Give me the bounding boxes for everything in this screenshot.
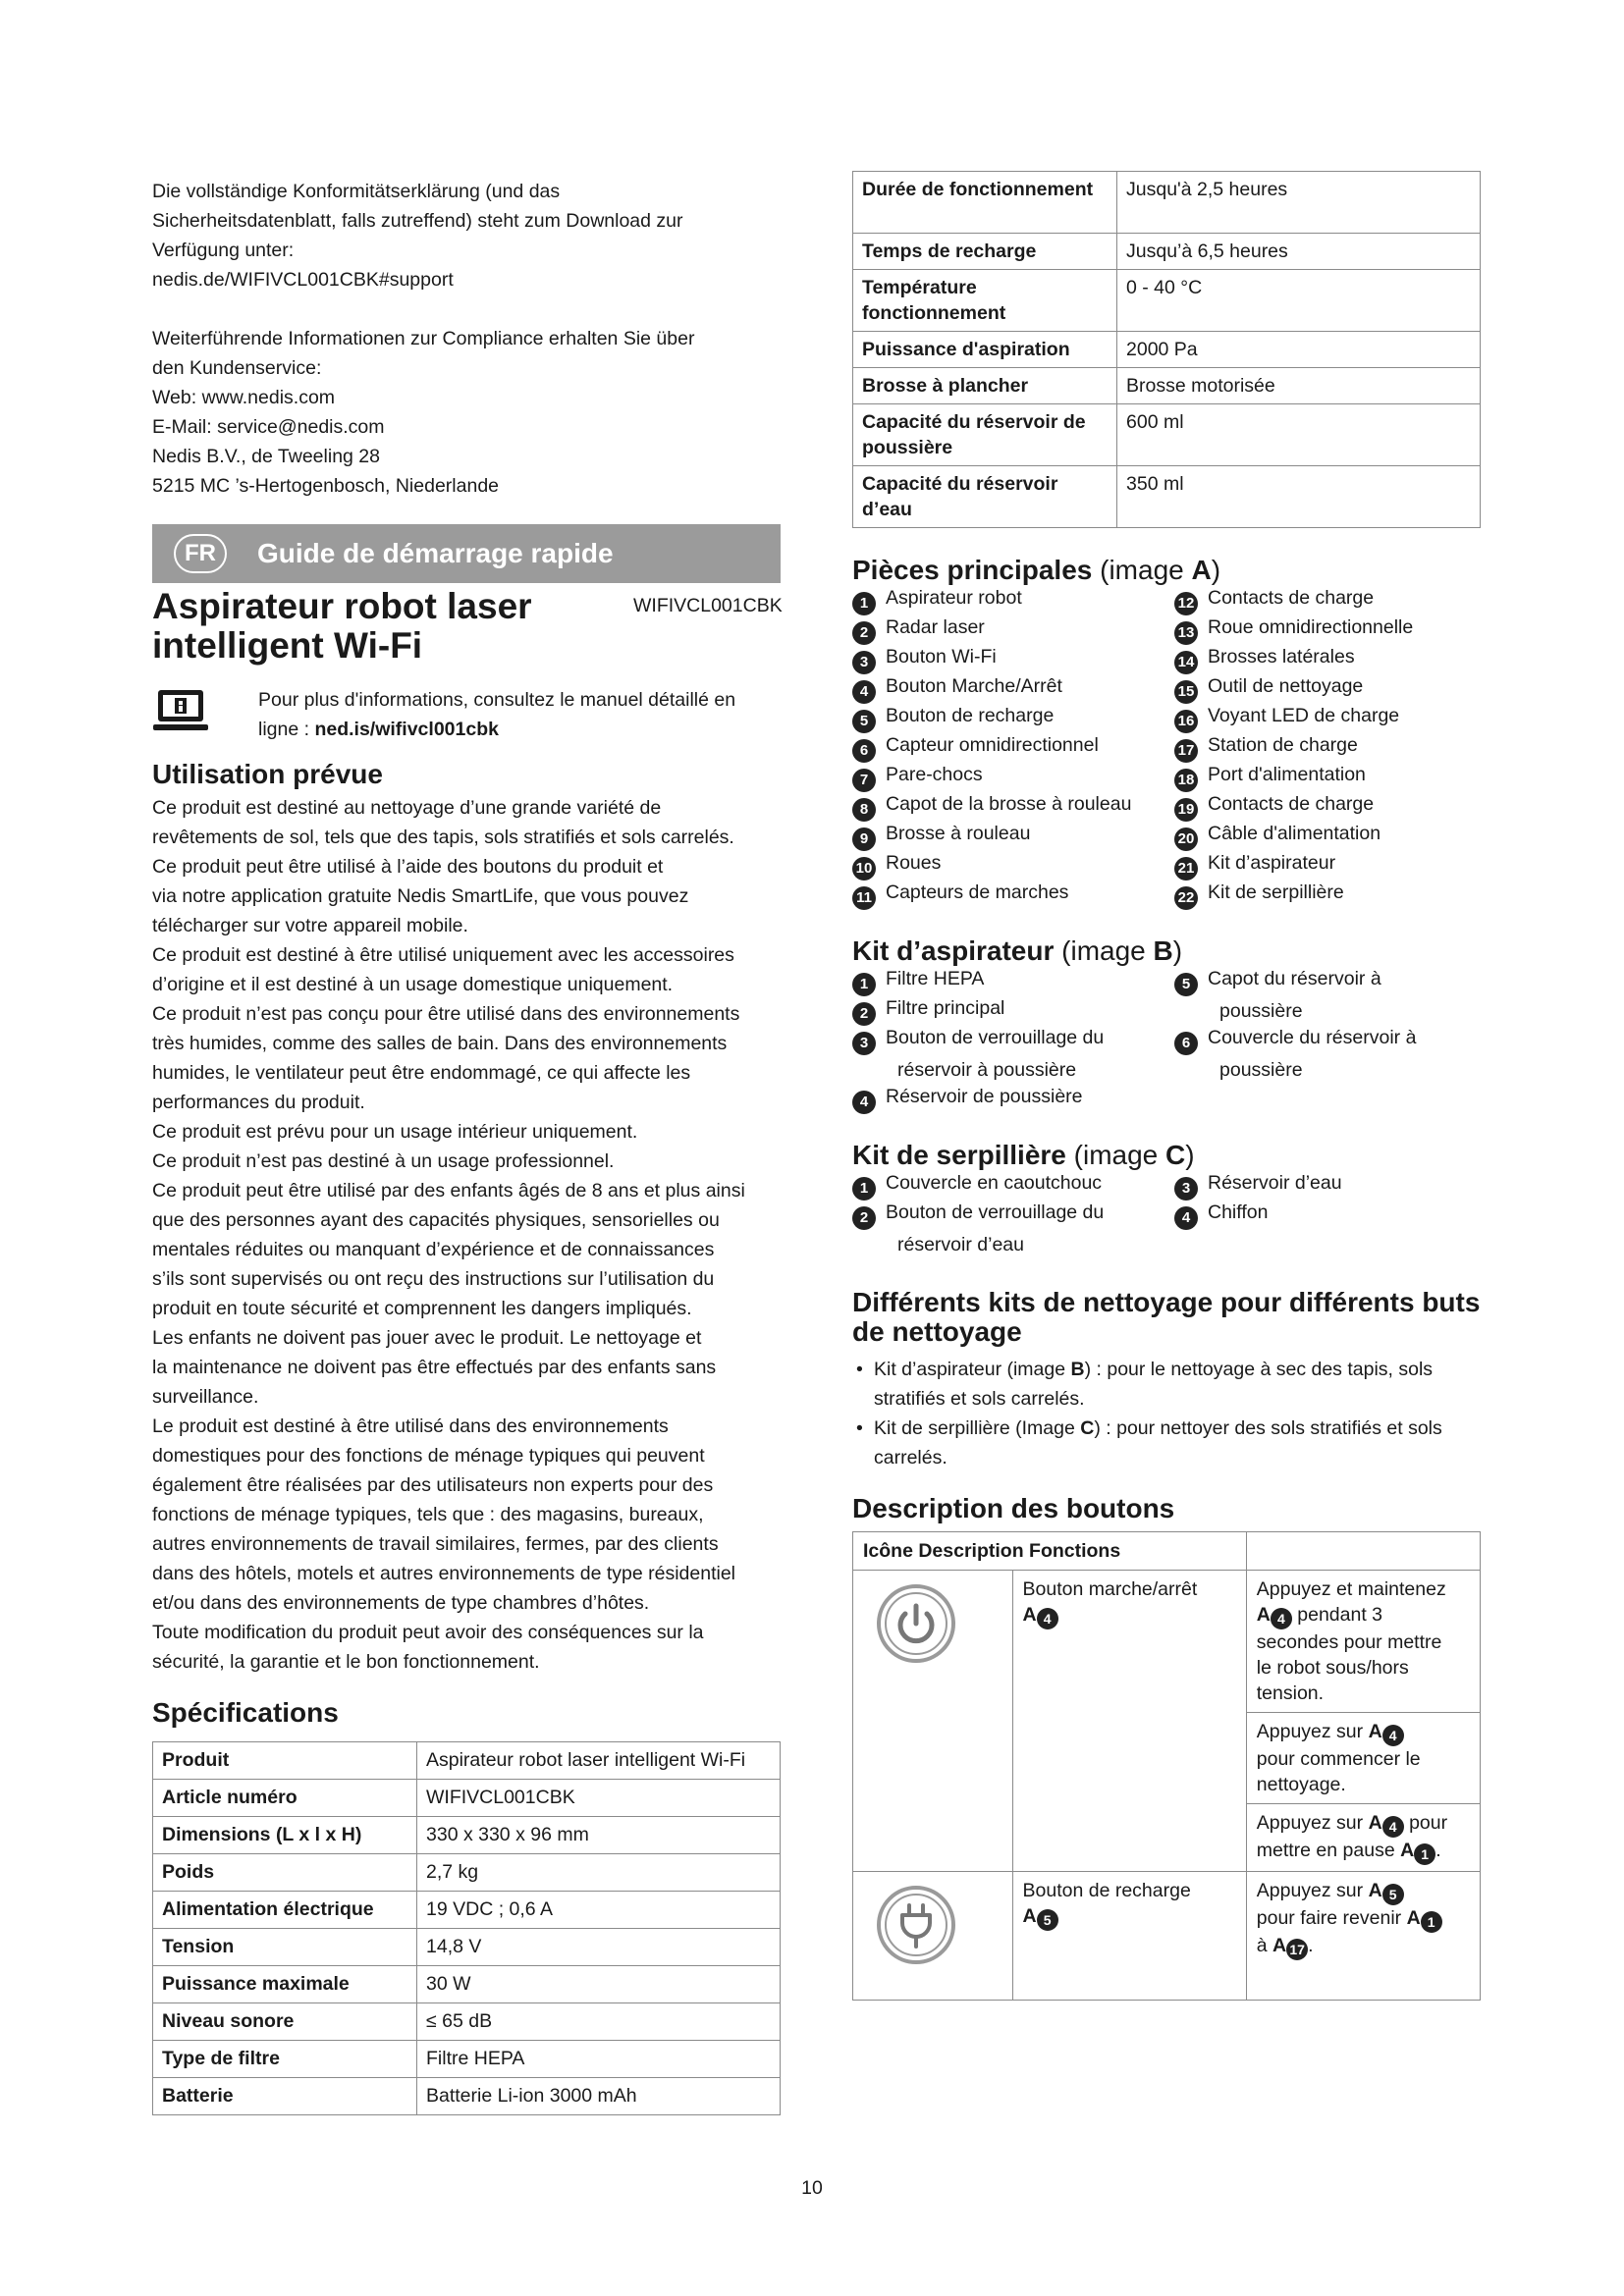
spec-row (153, 2041, 781, 2078)
spec-label: Tension (153, 1929, 417, 1966)
item-number: 3 (1174, 1177, 1198, 1201)
manual-link[interactable]: ned.is/wifivcl001cbk (314, 719, 499, 740)
item-number: 5 (852, 710, 876, 733)
item-number: 22 (1174, 886, 1198, 910)
item-number: 7 (852, 769, 876, 792)
item-number: 19 (1174, 798, 1198, 822)
spec-row (853, 368, 1481, 404)
item-number: 4 (1174, 1206, 1198, 1230)
item-number: 3 (852, 651, 876, 674)
spec-row (153, 1742, 781, 1780)
item-number: 9 (852, 828, 876, 851)
compliance-block (152, 177, 781, 501)
list-item (852, 701, 1054, 733)
power-desc-cell (1012, 1571, 1246, 1872)
compliance-line: Verfügung unter: (152, 240, 295, 261)
item-number: 10 (852, 857, 876, 881)
ref-number: 1 (1421, 1911, 1442, 1933)
spec-value: 0 - 40 °C (1117, 270, 1481, 332)
bullet-text: stratifiés et sols carrelés. (874, 1388, 1085, 1410)
spec-row (153, 1892, 781, 1929)
spec-row (853, 466, 1481, 528)
ref-number: 1 (1414, 1843, 1435, 1865)
list-item (852, 848, 941, 881)
buttons-table-header: Icône Description Fonctions (853, 1532, 1247, 1571)
bullet-text: ) : pour nettoyer des sols stratifiés et sols (1094, 1417, 1442, 1439)
list-item (1174, 878, 1344, 910)
usage-line: fonctions de ménage typiques, tels que : des magasins, bureaux, (152, 1504, 704, 1525)
compliance-link[interactable]: nedis.de/WIFIVCL001CBK#support (152, 269, 454, 291)
bullet-vacuum-kit (852, 1355, 1500, 1414)
spec-label: Article numéro (153, 1780, 417, 1817)
list-item (852, 613, 985, 645)
heading-close: ) (1211, 555, 1221, 585)
usage-line: autres environnements de travail similaires, fermes, par des clients (152, 1533, 719, 1555)
item-label: Port d'alimentation (1208, 764, 1366, 785)
usage-heading: Utilisation prévue (152, 759, 383, 789)
heading-text: Kit de serpillière (852, 1140, 1066, 1170)
usage-line: Ce produit est prévu pour un usage intérieur uniquement. (152, 1121, 638, 1143)
function-text: tension. (1256, 1682, 1325, 1704)
item-number: 11 (852, 886, 876, 910)
ref-number: 4 (1037, 1608, 1058, 1629)
spec-row (853, 172, 1481, 234)
main-parts-heading (852, 554, 1500, 587)
item-label: Bouton de verrouillage du (886, 1201, 1105, 1223)
compliance-web[interactable]: Web: www.nedis.com (152, 387, 336, 408)
ref-letter: A (1368, 1721, 1382, 1742)
list-item (1174, 1023, 1416, 1085)
usage-line: Ce produit est destiné à être utilisé uniquement avec les accessoires (152, 944, 734, 966)
list-item (852, 993, 1004, 1026)
list-item (1174, 1198, 1268, 1230)
usage-line: très humides, comme des salles de bain. Dans des environnements (152, 1033, 728, 1054)
usage-line: mentales réduites ou manquant d’expérience et de connaissances (152, 1239, 715, 1260)
banner-title: Guide de démarrage rapide (257, 538, 614, 568)
spec-label: Alimentation électrique (153, 1892, 417, 1929)
spec-label: Temps de recharge (853, 234, 1117, 270)
buttons-table (852, 1531, 1481, 2001)
ref-letter: A (1272, 1935, 1287, 1956)
heading-suffix: (image (1100, 555, 1192, 585)
item-label: Filtre principal (886, 997, 1005, 1019)
power-icon (875, 1582, 957, 1665)
heading-letter: C (1165, 1140, 1186, 1170)
specs-table-continued (852, 171, 1481, 528)
spec-value: 600 ml (1117, 404, 1481, 466)
more-info (258, 685, 788, 744)
item-label: Aspirateur robot (886, 587, 1022, 609)
vacuum-kit-heading (852, 934, 1500, 968)
item-label: Roue omnidirectionnelle (1208, 616, 1414, 638)
item-label: Capteurs de marches (886, 881, 1069, 903)
function-text: Appuyez et maintenez (1256, 1578, 1446, 1600)
usage-section (152, 758, 790, 1677)
usage-line: également être réalisées par des utilisateurs non experts pour des (152, 1474, 714, 1496)
item-label: Bouton de recharge (886, 705, 1055, 726)
usage-text (152, 793, 790, 1677)
spec-row (153, 1817, 781, 1854)
spec-row (853, 404, 1481, 466)
usage-line: sécurité, la garantie et le bon fonctionnement. (152, 1651, 540, 1673)
power-function-1 (1246, 1571, 1480, 1713)
item-label: Couvercle en caoutchouc (886, 1172, 1103, 1194)
function-text: Appuyez sur (1256, 1812, 1369, 1834)
mop-kit-section (852, 1139, 1500, 1172)
usage-line: revêtements de sol, tels que des tapis, sols stratifiés et sols carrelés. (152, 827, 734, 848)
specs-section (152, 1696, 781, 2115)
list-item (852, 819, 1030, 851)
item-label-line2: réservoir à poussière (897, 1059, 1077, 1081)
spec-label: Batterie (153, 2078, 417, 2115)
list-item (1174, 1168, 1342, 1201)
spec-value: 14,8 V (417, 1929, 781, 1966)
language-banner (152, 524, 781, 583)
list-item (1174, 613, 1413, 645)
item-label: Brosses latérales (1208, 646, 1355, 667)
spec-value: Filtre HEPA (417, 2041, 781, 2078)
list-item (852, 1082, 1083, 1114)
usage-line: télécharger sur votre appareil mobile. (152, 915, 468, 936)
item-label: Kit de serpillière (1208, 881, 1344, 903)
list-item (1174, 671, 1363, 704)
spec-row (153, 2078, 781, 2115)
ref-number: 5 (1382, 1884, 1404, 1905)
usage-line: domestiques pour des fonctions de ménage typiques qui peuvent (152, 1445, 705, 1467)
spec-value: Aspirateur robot laser intelligent Wi-Fi (417, 1742, 781, 1780)
function-text: secondes pour mettre (1256, 1631, 1442, 1653)
function-text: Appuyez sur (1256, 1880, 1369, 1901)
spec-row (153, 1780, 781, 1817)
item-label-line2: poussière (1219, 1059, 1303, 1081)
heading-close: ) (1172, 935, 1183, 966)
function-text: pour faire revenir (1256, 1907, 1407, 1929)
bullet-letter: B (1070, 1359, 1085, 1380)
list-item (1174, 760, 1366, 792)
list-item (852, 878, 1068, 910)
usage-line: produit en toute sécurité et comprennent les dangers impliqués. (152, 1298, 692, 1319)
list-item (1174, 789, 1374, 822)
list-item (852, 760, 983, 792)
list-item (1174, 964, 1381, 1026)
spec-label: Puissance d'aspiration (853, 332, 1117, 368)
spec-label: Poids (153, 1854, 417, 1892)
item-number: 20 (1174, 828, 1198, 851)
function-text: pour (1403, 1812, 1448, 1834)
charge-desc: Bouton de recharge (1022, 1880, 1191, 1901)
item-label: Capot de la brosse à rouleau (886, 793, 1132, 815)
usage-line: s’ils sont supervisés ou ont reçu des instructions sur l’utilisation du (152, 1268, 715, 1290)
vacuum-kit-list (852, 964, 1500, 1111)
usage-line: Les enfants ne doivent pas jouer avec le produit. Le nettoyage et (152, 1327, 702, 1349)
function-text: pendant 3 (1297, 1604, 1383, 1626)
compliance-line: den Kundenservice: (152, 357, 322, 379)
ref-number: 4 (1271, 1608, 1292, 1629)
spec-label: Type de filtre (153, 2041, 417, 2078)
charge-icon-cell (853, 1872, 1013, 2001)
usage-line: Ce produit peut être utilisé par des enfants âgés de 8 ans et plus ainsi (152, 1180, 745, 1201)
item-number: 1 (852, 592, 876, 615)
item-label: Station de charge (1208, 734, 1358, 756)
item-label: Contacts de charge (1208, 793, 1375, 815)
item-number: 13 (1174, 621, 1198, 645)
item-label: Bouton Marche/Arrêt (886, 675, 1062, 697)
ref-letter: A (1022, 1905, 1037, 1927)
language-badge: FR (174, 534, 227, 573)
usage-line: Le produit est destiné à être utilisé dans des environnements (152, 1415, 669, 1437)
spec-value: Jusqu'à 2,5 heures (1117, 172, 1481, 234)
usage-line: surveillance. (152, 1386, 259, 1408)
item-label: Filtre HEPA (886, 968, 985, 989)
item-number: 6 (852, 739, 876, 763)
ref-letter: A (1256, 1604, 1271, 1626)
item-number: 2 (852, 621, 876, 645)
usage-line: Ce produit peut être utilisé à l’aide des boutons du produit et (152, 856, 664, 878)
buttons-heading: Description des boutons (852, 1493, 1175, 1523)
item-label: Outil de nettoyage (1208, 675, 1364, 697)
function-text: nettoyage. (1256, 1774, 1346, 1795)
function-text: mettre en pause (1256, 1840, 1401, 1861)
list-item (852, 789, 1131, 822)
compliance-line: Sicherheitsdatenblatt, falls zutreffend) steht zum Download zur (152, 210, 683, 232)
spec-label: Niveau sonore (153, 2003, 417, 2041)
main-parts-section (852, 554, 1500, 587)
list-item (1174, 819, 1380, 851)
product-title: Aspirateur robot laser intelligent Wi-Fi (152, 586, 532, 666)
item-label: Bouton Wi-Fi (886, 646, 997, 667)
more-info-line: Pour plus d'informations, consultez le manuel détaillé en (258, 689, 736, 711)
heading-close: ) (1185, 1140, 1195, 1170)
usage-line: la maintenance ne doivent pas être effectués par des enfants sans (152, 1357, 717, 1378)
heading-suffix: (image (1061, 935, 1154, 966)
spec-value: 19 VDC ; 0,6 A (417, 1892, 781, 1929)
vacuum-kit-section (852, 934, 1500, 968)
usage-line: humides, le ventilateur peut être endommagé, ce qui affecte les (152, 1062, 691, 1084)
item-number: 3 (852, 1032, 876, 1055)
specs-heading: Spécifications (152, 1697, 339, 1728)
spec-row (853, 234, 1481, 270)
ref-number: 4 (1382, 1725, 1404, 1746)
power-icon-cell (853, 1571, 1013, 1872)
spec-row (153, 2003, 781, 2041)
power-function-2 (1246, 1713, 1480, 1804)
item-label: Voyant LED de charge (1208, 705, 1400, 726)
spec-value: 330 x 330 x 96 mm (417, 1817, 781, 1854)
charge-desc-cell (1012, 1872, 1246, 2001)
item-number: 18 (1174, 769, 1198, 792)
main-parts-list (852, 583, 1500, 917)
list-item (852, 964, 984, 996)
item-label: Réservoir de poussière (886, 1086, 1083, 1107)
item-label: Radar laser (886, 616, 985, 638)
item-number: 12 (1174, 592, 1198, 615)
spec-value: 30 W (417, 1966, 781, 2003)
item-number: 17 (1174, 739, 1198, 763)
spec-row (853, 332, 1481, 368)
usage-line: Ce produit n’est pas destiné à un usage professionnel. (152, 1150, 615, 1172)
item-number: 1 (852, 973, 876, 996)
list-item (852, 1168, 1102, 1201)
function-text: le robot sous/hors (1256, 1657, 1409, 1679)
heading-letter: B (1153, 935, 1173, 966)
spec-value: ≤ 65 dB (417, 2003, 781, 2041)
item-label: Kit d’aspirateur (1208, 852, 1336, 874)
list-item (1174, 642, 1355, 674)
item-label: Capteur omnidirectionnel (886, 734, 1099, 756)
list-item (852, 1023, 1104, 1085)
item-number: 5 (1174, 973, 1198, 996)
list-item (1174, 848, 1335, 881)
spec-row (153, 1929, 781, 1966)
spec-row (853, 270, 1481, 332)
spec-label: Capacité du réservoir d’eau (853, 466, 1117, 528)
spec-value: Jusqu’à 6,5 heures (1117, 234, 1481, 270)
usage-line: performances du produit. (152, 1092, 365, 1113)
item-number: 21 (1174, 857, 1198, 881)
spec-row (153, 1966, 781, 2003)
item-number: 4 (852, 1091, 876, 1114)
item-label: Contacts de charge (1208, 587, 1375, 609)
spec-value: Batterie Li-ion 3000 mAh (417, 2078, 781, 2115)
item-label: Réservoir d’eau (1208, 1172, 1342, 1194)
heading-letter: A (1191, 555, 1212, 585)
list-item (852, 642, 997, 674)
item-number: 16 (1174, 710, 1198, 733)
page-number: 10 (801, 2177, 823, 2199)
bullet-text: carrelés. (874, 1447, 947, 1468)
spec-label: Brosse à plancher (853, 368, 1117, 404)
laptop-icon (152, 687, 209, 734)
item-number: 14 (1174, 651, 1198, 674)
ref-letter: A (1400, 1840, 1415, 1861)
spec-label: Durée de fonctionnement (853, 172, 1117, 234)
item-label: Bouton de verrouillage du (886, 1027, 1105, 1048)
charge-function: Appuyez sur A 5 pour faire revenir A 1 à A 17 . (1246, 1872, 1480, 2001)
spec-label: Dimensions (L x l x H) (153, 1817, 417, 1854)
function-text: pour commencer le (1256, 1748, 1421, 1770)
item-number: 8 (852, 798, 876, 822)
compliance-line: Die vollständige Konformitätserklärung (und das (152, 181, 561, 202)
list-item (852, 583, 1022, 615)
item-number: 6 (1174, 1032, 1198, 1055)
list-item (1174, 583, 1374, 615)
item-number: 4 (852, 680, 876, 704)
spec-value: WIFIVCL001CBK (417, 1780, 781, 1817)
item-label: Capot du réservoir à (1208, 968, 1381, 989)
item-label: Roues (886, 852, 942, 874)
spec-label: Capacité du réservoir de poussière (853, 404, 1117, 466)
heading-suffix: (image (1073, 1140, 1166, 1170)
ref-number: 4 (1382, 1816, 1404, 1838)
bullet-letter: C (1080, 1417, 1095, 1439)
spec-label: Température fonctionnement (853, 270, 1117, 332)
heading-text: Pièces principales (852, 555, 1093, 585)
more-info-prefix: ligne : (258, 719, 315, 740)
list-item (852, 671, 1062, 704)
compliance-line: 5215 MC ’s-Hertogenbosch, Niederlande (152, 475, 500, 497)
list-item (1174, 730, 1358, 763)
list-item (1174, 701, 1399, 733)
power-function-3: Appuyez sur A 4 pour mettre en pause A 1 . (1246, 1804, 1480, 1872)
item-label: Couvercle du réservoir à (1208, 1027, 1417, 1048)
bullet-text: Kit d’aspirateur (image (874, 1359, 1071, 1380)
ref-number: 17 (1286, 1939, 1308, 1960)
ref-letter: A (1368, 1812, 1382, 1834)
item-number: 2 (852, 1206, 876, 1230)
cleaning-kits-heading: Différents kits de nettoyage pour différents buts de nettoyage (852, 1287, 1481, 1347)
usage-line: via notre application gratuite Nedis SmartLife, que vous pouvez (152, 885, 689, 907)
usage-line: d’origine et il est destiné à un usage domestique uniquement. (152, 974, 674, 995)
mop-kit-list (852, 1168, 1500, 1256)
usage-line: Toute modification du produit peut avoir des conséquences sur la (152, 1622, 704, 1643)
mop-kit-heading (852, 1139, 1500, 1172)
bullet-text: ) : pour le nettoyage à sec des tapis, sols (1084, 1359, 1434, 1380)
spec-value: 350 ml (1117, 466, 1481, 528)
specs-table (152, 1741, 781, 2115)
bullet-mop-kit (852, 1414, 1500, 1472)
ref-letter: A (1406, 1907, 1421, 1929)
compliance-line: Nedis B.V., de Tweeling 28 (152, 446, 380, 467)
item-label-line2: poussière (1219, 1000, 1303, 1022)
bullet-text: Kit de serpillière (Image (874, 1417, 1081, 1439)
item-number: 2 (852, 1002, 876, 1026)
buttons-table-header-empty (1246, 1532, 1480, 1571)
heading-text: Kit d’aspirateur (852, 935, 1055, 966)
compliance-email[interactable]: E-Mail: service@nedis.com (152, 416, 385, 438)
specs-table-2 (852, 171, 1481, 528)
list-item (852, 730, 1099, 763)
spec-label: Puissance maximale (153, 1966, 417, 2003)
item-number: 1 (852, 1177, 876, 1201)
cleaning-kits-section (852, 1288, 1500, 1472)
plug-icon (875, 1884, 957, 1966)
spec-label: Produit (153, 1742, 417, 1780)
usage-line: Ce produit n’est pas conçu pour être utilisé dans des environnements (152, 1003, 740, 1025)
usage-line: et/ou dans des environnements de type chambres d’hôtes. (152, 1592, 650, 1614)
compliance-line: Weiterführende Informationen zur Compliance erhalten Sie über (152, 328, 695, 349)
spec-value: 2,7 kg (417, 1854, 781, 1892)
model-number: WIFIVCL001CBK (633, 595, 783, 616)
usage-line: Ce produit est destiné au nettoyage d’une grande variété de (152, 797, 662, 819)
item-label: Pare-chocs (886, 764, 983, 785)
usage-line: que des personnes ayant des capacités physiques, sensorielles ou (152, 1209, 720, 1231)
item-label: Brosse à rouleau (886, 823, 1031, 844)
ref-letter: A (1368, 1880, 1382, 1901)
list-item (852, 1198, 1104, 1259)
spec-row (153, 1854, 781, 1892)
item-label: Câble d'alimentation (1208, 823, 1381, 844)
function-text: Appuyez sur (1256, 1721, 1369, 1742)
buttons-heading-block (852, 1492, 1481, 1525)
item-label-line2: réservoir d’eau (897, 1234, 1024, 1255)
ref-letter: A (1022, 1604, 1037, 1626)
item-label: Chiffon (1208, 1201, 1269, 1223)
usage-line: dans des hôtels, motels et autres environnements de type résidentiel (152, 1563, 736, 1584)
spec-value: 2000 Pa (1117, 332, 1481, 368)
item-number: 15 (1174, 680, 1198, 704)
power-desc: Bouton marche/arrêt (1022, 1578, 1198, 1600)
spec-value: Brosse motorisée (1117, 368, 1481, 404)
ref-number: 5 (1037, 1909, 1058, 1931)
function-text: à (1256, 1935, 1273, 1956)
